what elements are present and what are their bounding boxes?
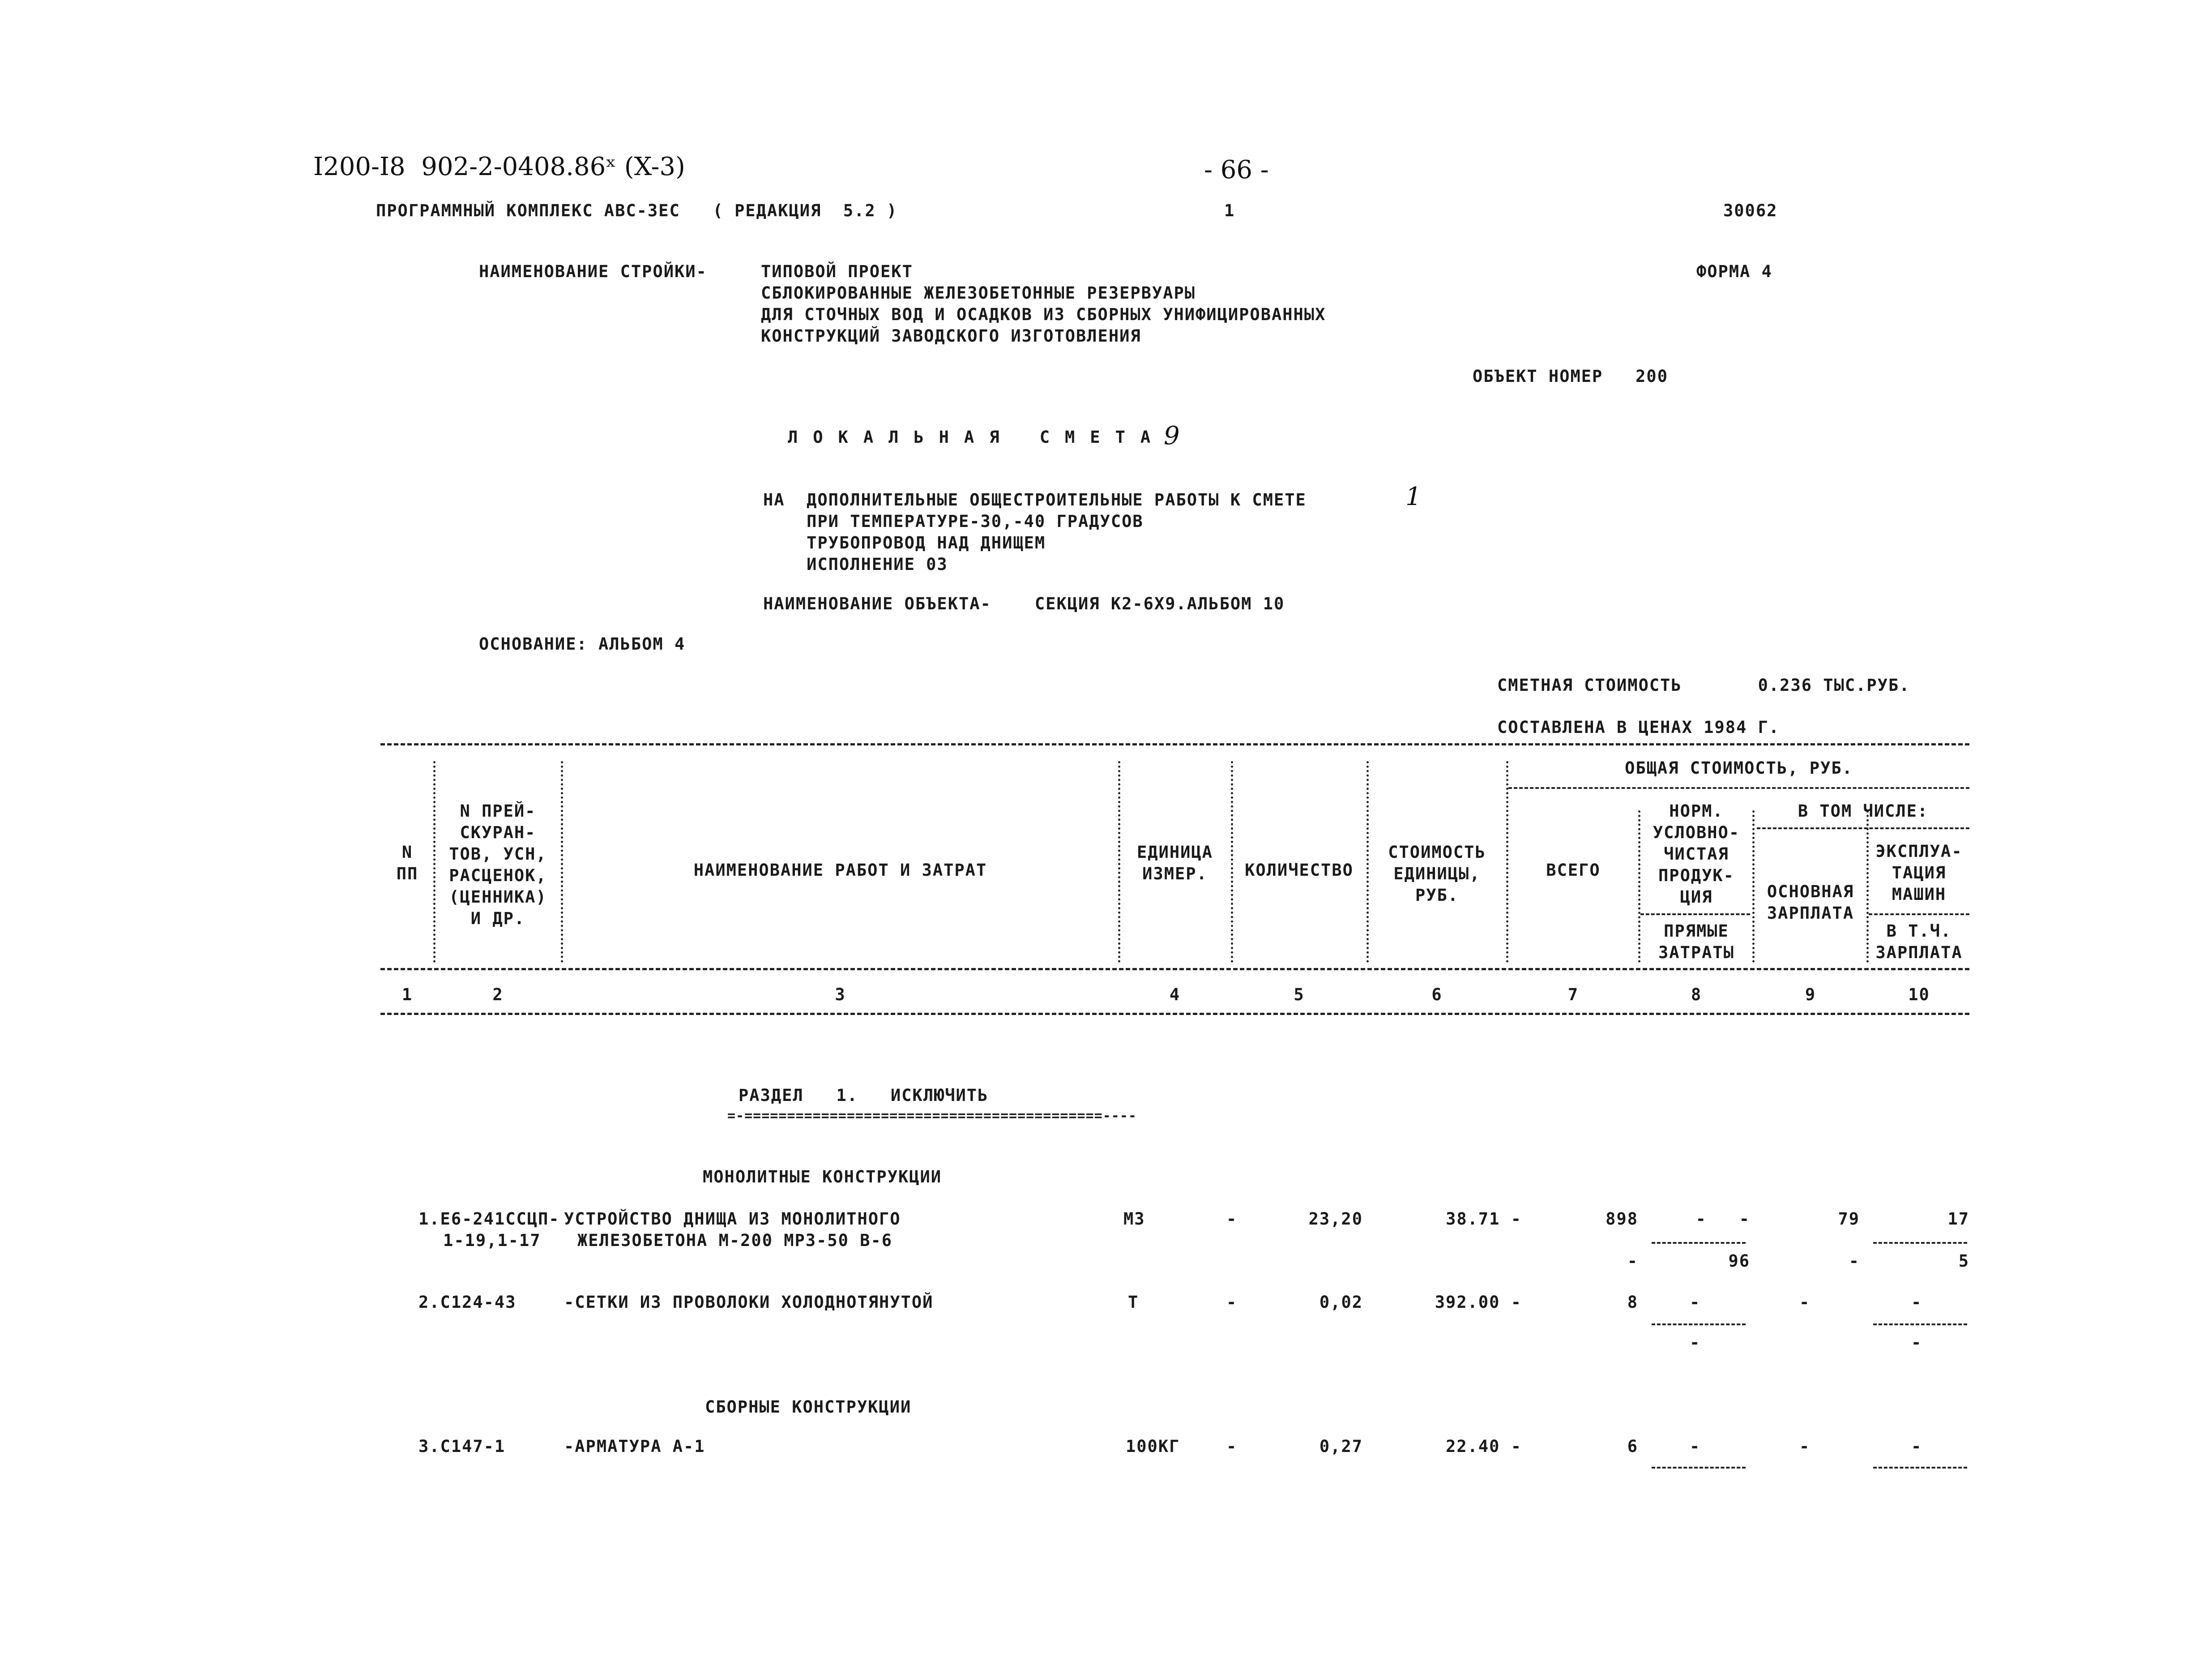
- header-col-6: СТОИМОСТЬ ЕДИНИЦЫ, РУБ.: [1388, 843, 1486, 905]
- sheet-number: 1: [1224, 201, 1235, 220]
- column-divider: [1118, 761, 1120, 963]
- header-col-10a: ЭКСПЛУА- ТАЦИЯ МАШИН: [1875, 842, 1963, 904]
- cell-rule: [1652, 1323, 1746, 1325]
- header-col-5: КОЛИЧЕСТВО: [1245, 861, 1354, 880]
- col-number-1: 1: [401, 985, 413, 1004]
- document-code: I200-I8 902-2-0408.86ˣ (X-3): [313, 152, 685, 181]
- project-line-3: ДЛЯ СТОЧНЫХ ВОД И ОСАДКОВ ИЗ СБОРНЫХ УНИФИЦИРОВАННЫХ: [761, 305, 1326, 324]
- row-col8-top: - -: [1695, 1209, 1750, 1229]
- col-numbers-bottom-rule: [380, 1013, 1969, 1015]
- row-code: 1.Е6-241ССЦП-: [418, 1209, 560, 1229]
- col-number-8: 8: [1691, 985, 1702, 1004]
- header-col-7: ВСЕГО: [1546, 861, 1601, 880]
- row-unit: 100КГ: [1126, 1437, 1180, 1456]
- row-code: 2.С124-43: [418, 1293, 517, 1312]
- header-col-3: НАИМЕНОВАНИЕ РАБОТ И ЗАТРАТ: [693, 861, 987, 880]
- header-bottom-rule: [380, 968, 1969, 970]
- object-name: НАИМЕНОВАНИЕ ОБЪЕКТА- СЕКЦИЯ К2-6Х9.АЛЬБОМ 10: [763, 594, 1285, 613]
- prices-basis: СОСТАВЛЕНА В ЦЕНАХ 1984 Г.: [1497, 718, 1780, 737]
- row-col9: 79: [1838, 1209, 1860, 1229]
- row-total: 898: [1606, 1209, 1638, 1229]
- row-col10-low: -: [1911, 1333, 1922, 1352]
- col-number-10: 10: [1908, 985, 1930, 1004]
- row-col8-low: -: [1690, 1333, 1701, 1352]
- cell-rule: [1652, 1242, 1746, 1244]
- row-unit-price: 22.40 -: [1446, 1437, 1522, 1456]
- estimate-number: 9: [1164, 421, 1180, 450]
- program-line: ПРОГРАММНЫЙ КОМПЛЕКС АВС-3ЕС ( РЕДАКЦИЯ 5.2 ): [376, 201, 898, 220]
- row-col10-top: -: [1911, 1293, 1922, 1312]
- row-unit-price: 392.00 -: [1435, 1293, 1522, 1312]
- group-rule: [1757, 827, 1969, 829]
- cell-rule: [1873, 1467, 1967, 1469]
- row-col9-low: -: [1849, 1251, 1860, 1271]
- row-unit: М3: [1123, 1209, 1145, 1229]
- cell-rule: [1873, 1242, 1967, 1244]
- row-col10-top: -: [1911, 1437, 1922, 1456]
- row-name-continued: ЖЕЛЕЗОБЕТОНА М-200 МРЗ-50 В-6: [577, 1231, 893, 1250]
- row-col10-low: 5: [1958, 1251, 1969, 1271]
- row-mark: -: [1226, 1293, 1238, 1312]
- row-name: УСТРОЙСТВО ДНИЩА ИЗ МОНОЛИТНОГО: [564, 1209, 901, 1229]
- row-unit: Т: [1128, 1293, 1139, 1312]
- col-number-9: 9: [1805, 985, 1816, 1004]
- estimate-for-reference: 1: [1405, 482, 1422, 511]
- row-total-low: -: [1627, 1251, 1638, 1271]
- estimate-title: ЛОКАЛЬНАЯ СМЕТА: [788, 428, 1166, 447]
- program-code: 30062: [1723, 201, 1778, 220]
- row-col8-top: -: [1690, 1437, 1701, 1456]
- basis: ОСНОВАНИЕ: АЛЬБОМ 4: [479, 634, 686, 654]
- project-line-1: ТИПОВОЙ ПРОЕКТ: [761, 262, 913, 281]
- group-title-monolithic: МОНОЛИТНЫЕ КОНСТРУКЦИИ: [703, 1167, 942, 1186]
- project-label: НАИМЕНОВАНИЕ СТРОЙКИ-: [479, 262, 707, 281]
- row-col9: -: [1799, 1293, 1811, 1312]
- group-rule: [1869, 913, 1969, 915]
- cell-rule: [1873, 1323, 1967, 1325]
- estimate-for-line-3: ТРУБОПРОВОД НАД ДНИЩЕМ: [763, 533, 1046, 552]
- header-col-9: ОСНОВНАЯ ЗАРПЛАТА: [1767, 882, 1854, 923]
- column-divider: [561, 761, 563, 963]
- object-number: ОБЪЕКТ НОМЕР 200: [1473, 367, 1668, 386]
- section-title: РАЗДЕЛ 1. ИСКЛЮЧИТЬ: [739, 1086, 989, 1105]
- cell-rule: [1652, 1467, 1746, 1469]
- form-label: ФОРМА 4: [1696, 262, 1772, 281]
- group-rule: [1640, 913, 1750, 915]
- row-col8-top: -: [1690, 1293, 1701, 1312]
- header-col-4: ЕДИНИЦА ИЗМЕР.: [1137, 843, 1213, 883]
- row-col10-top: 17: [1947, 1209, 1969, 1229]
- col-number-7: 7: [1567, 985, 1579, 1004]
- row-mark: -: [1226, 1209, 1238, 1229]
- header-col-2: N ПРЕЙ- СКУРАН- ТОВ, УСН, РАСЦЕНОК, (ЦЕННИКА) И ДР.: [449, 801, 547, 928]
- header-total-group: ОБЩАЯ СТОИМОСТЬ, РУБ.: [1625, 758, 1853, 778]
- row-code: 3.С147-1: [418, 1437, 506, 1456]
- row-total: 6: [1627, 1437, 1638, 1456]
- estimated-cost: СМЕТНАЯ СТОИМОСТЬ 0.236 ТЫС.РУБ.: [1497, 676, 1910, 695]
- col-number-6: 6: [1431, 985, 1443, 1004]
- estimate-for-line-1: НА ДОПОЛНИТЕЛЬНЫЕ ОБЩЕСТРОИТЕЛЬНЫЕ РАБОТЫ К СМЕТЕ: [763, 490, 1307, 510]
- estimate-for-line-4: ИСПОЛНЕНИЕ 03: [763, 555, 948, 574]
- estimate-for-line-2: ПРИ ТЕМПЕРАТУРЕ-30,-40 ГРАДУСОВ: [763, 512, 1144, 531]
- group-title-precast: СБОРНЫЕ КОНСТРУКЦИИ: [705, 1397, 912, 1417]
- page-number: - 66 -: [1204, 155, 1269, 184]
- row-unit-price: 38.71 -: [1446, 1209, 1522, 1229]
- row-quantity: 23,20: [1308, 1209, 1363, 1229]
- project-line-2: СБЛОКИРОВАННЫЕ ЖЕЛЕЗОБЕТОННЫЕ РЕЗЕРВУАРЫ: [761, 283, 1196, 303]
- header-col-1: N ПП: [396, 843, 418, 883]
- row-total: 8: [1627, 1293, 1638, 1312]
- row-name: -СЕТКИ ИЗ ПРОВОЛОКИ ХОЛОДНОТЯНУТОЙ: [564, 1293, 934, 1312]
- header-col-8b: ПРЯМЫЕ ЗАТРАТЫ: [1658, 921, 1734, 962]
- col-number-3: 3: [835, 985, 846, 1004]
- row-col9: -: [1799, 1437, 1811, 1456]
- row-code-continued: 1-19,1-17: [443, 1231, 541, 1250]
- row-quantity: 0,02: [1319, 1293, 1363, 1312]
- header-col-10b: В Т.Ч. ЗАРПЛАТА: [1875, 921, 1963, 962]
- row-mark: -: [1226, 1437, 1238, 1456]
- group-rule: [1508, 787, 1969, 789]
- col-number-2: 2: [492, 985, 504, 1004]
- header-col-8a: НОРМ. УСЛОВНО- ЧИСТАЯ ПРОДУК- ЦИЯ: [1653, 801, 1740, 907]
- table-top-rule: [380, 743, 1969, 745]
- col-number-4: 4: [1169, 985, 1181, 1004]
- column-divider: [433, 761, 436, 963]
- header-including-group: В ТОМ ЧИСЛЕ:: [1798, 801, 1929, 821]
- section-underline: =-==========================================----: [727, 1108, 1137, 1124]
- project-line-4: КОНСТРУКЦИЙ ЗАВОДСКОГО ИЗГОТОВЛЕНИЯ: [761, 326, 1141, 346]
- row-name: -АРМАТУРА А-1: [564, 1437, 705, 1456]
- row-col8-low: 96: [1728, 1251, 1750, 1271]
- row-quantity: 0,27: [1319, 1437, 1363, 1456]
- col-number-5: 5: [1294, 985, 1305, 1004]
